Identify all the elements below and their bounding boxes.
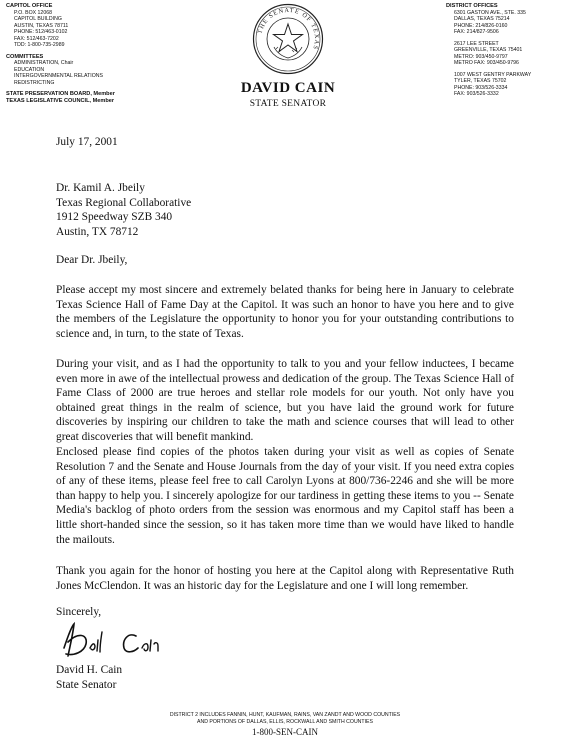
body-paragraph: Thank you again for the honor of hosting you here at the Capitol along with Representative Ruth Jones McClendon. It was an historic day for the Legislature and one I will long remember. <box>56 565 514 592</box>
capitol-line: P.O. BOX 12068 <box>14 9 52 16</box>
footer-phone: 1-800-SEN-CAIN <box>252 727 318 737</box>
committee-item: EDUCATION <box>14 66 45 73</box>
address-line: Texas Regional Collaborative <box>56 196 192 209</box>
greenville-line: 2617 LEE STREET <box>454 40 499 47</box>
district-offices-heading: DISTRICT OFFICES <box>446 3 498 9</box>
tyler-office-address <box>446 72 568 98</box>
dallas-line: PHONE: 214/826-0160 <box>454 22 508 29</box>
signer-name: David H. Cain <box>56 664 123 676</box>
capitol-line: AUSTIN, TEXAS 78711 <box>14 22 69 29</box>
address-line: 1912 Speedway SZB 340 <box>56 211 173 224</box>
body-paragraph: During your visit, and as I had the opportunity to talk to you and your fellow inductees, I became even more in awe of the intellectual prowess and dedication of the group. The Texas Science Hall of Fame Class of 2000 are true heroes and stellar role models for our youth. Not only have you obtained great things in the realm of science, but you have laid the ground work for future discoveries by inspiring our children to take the math and science courses that will lead to other great discoveries that will benefit mankind. <box>56 358 514 443</box>
greenville-line: GREENVILLE, TEXAS 75401 <box>454 47 523 53</box>
greenville-office-address <box>446 41 568 67</box>
capitol-line: PHONE: 512/463-0102 <box>14 29 68 35</box>
body-paragraph: Enclosed please find copies of the photos taken during your visit as well as copies of Senate Resolution 7 and the Senate and House Journals from the day of your visit. If you need extra copies of any of these items, please feel free to call Carolyn Lyons at 800/736-2246 and she will be more than happy to help you. I sincerely apologize for our tardiness in getting these items to you -- Senate Media's backlog of photo orders from the session was enormous and my Capitol staff has been a little short-handed since the session, so it has taken more time than we would have liked to handle the mailouts. <box>56 446 514 546</box>
senate-seal-icon <box>252 3 324 75</box>
signature-icon <box>58 618 178 662</box>
board-membership: STATE PRESERVATION BOARD, Member <box>6 91 115 97</box>
committee-item: INTERGOVERNMENTAL RELATIONS <box>14 73 103 79</box>
capitol-line: FAX: 512/463-7202 <box>14 35 59 42</box>
footer-district-line: DISTRICT 2 INCLUDES FANNIN, HUNT, KAUFMAN, RAINS, VAN ZANDT AND WOOD COUNTIES <box>169 712 401 718</box>
recipient-address <box>56 181 191 239</box>
greenville-line: METRO: 903/450-9797 <box>454 53 508 60</box>
body-paragraph: Please accept my most sincere and extremely belated thanks for being here in January to celebrate Texas Science Hall of Fame Day at the Capitol. It was such an honor to have you here and to give the members of the Legislature the opportunity to honor you for your outstanding contributions to science and, in turn, to the state of Texas. <box>56 284 514 340</box>
tyler-line: FAX: 903/526-3332 <box>454 91 499 97</box>
salutation: Dear Dr. Jbeily, <box>56 254 128 266</box>
council-membership: TEXAS LEGISLATIVE COUNCIL, Member <box>6 97 115 104</box>
address-line: Dr. Kamil A. Jbeily <box>56 182 145 194</box>
tyler-line: 1007 WEST GENTRY PARKWAY <box>454 71 532 78</box>
committee-item: REDISTRICTING <box>14 79 55 86</box>
capitol-office-heading: CAPITOL OFFICE <box>6 3 53 9</box>
capitol-line: CAPITOL BUILDING <box>14 16 62 22</box>
dallas-line: FAX: 214/827-9506 <box>454 29 499 35</box>
committee-item: ADMINISTRATION, Chair <box>14 60 74 66</box>
footer-district-line: AND PORTIONS OF DALLAS, ELLIS, ROCKWALL AND SMITH COUNTIES <box>197 719 373 725</box>
capitol-office-address <box>6 10 176 49</box>
seal-ring-text: THE SENATE OF TEXAS <box>256 6 321 52</box>
letter-date: July 17, 2001 <box>56 136 118 148</box>
capitol-line: TDD: 1-800-735-2989 <box>14 42 65 48</box>
address-line: Austin, TX 78712 <box>56 225 139 238</box>
tyler-line: TYLER, TEXAS 75702 <box>454 78 507 84</box>
greenville-line: METRO FAX: 903/450-9796 <box>454 60 519 66</box>
dallas-line: 6301 GASTON AVE., STE. 335 <box>454 9 526 16</box>
footer <box>100 712 470 738</box>
signer-title: State Senator <box>56 678 117 691</box>
senator-title: STATE SENATOR <box>249 99 327 109</box>
signer-block <box>56 663 122 692</box>
letterhead-right-block <box>446 3 568 98</box>
senator-name: DAVID CAIN <box>240 80 336 96</box>
dallas-line: DALLAS, TEXAS 75214 <box>454 16 510 22</box>
closing: Sincerely, <box>56 606 102 618</box>
committees-heading: COMMITTEES <box>6 53 44 60</box>
committees-list <box>6 60 176 86</box>
tyler-line: PHONE: 903/526-3334 <box>454 84 508 91</box>
letterhead-left-block <box>6 3 176 104</box>
dallas-office-address <box>446 10 568 36</box>
